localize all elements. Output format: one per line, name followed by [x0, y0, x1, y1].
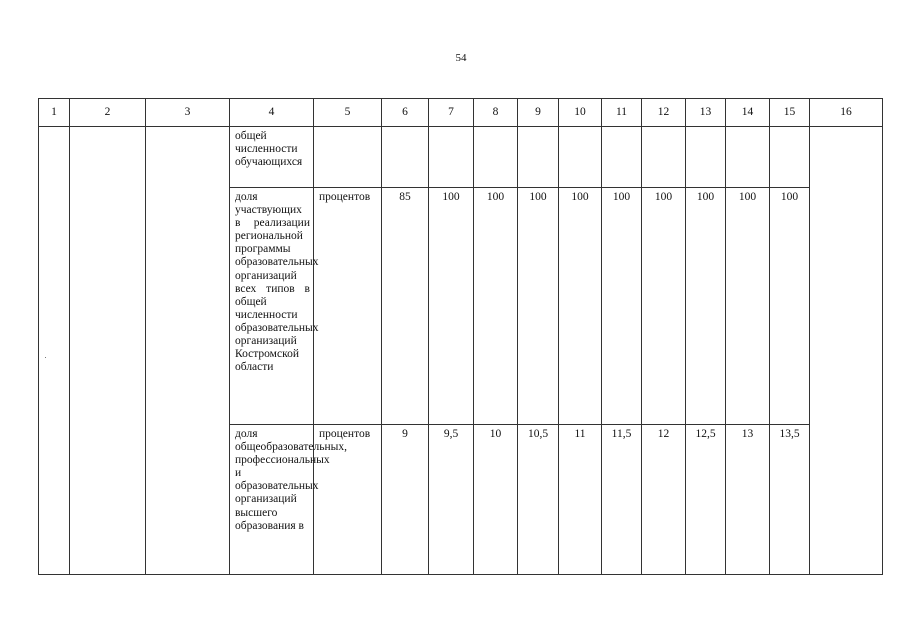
value-cell: 100 — [726, 188, 770, 425]
value-cell — [642, 127, 686, 188]
value-cell: 13,5 — [770, 425, 810, 575]
value-cell: 100 — [559, 188, 602, 425]
unit-text: процентов — [319, 191, 371, 203]
column-header: 9 — [518, 99, 559, 127]
value-cell: 100 — [770, 188, 810, 425]
value-cell: 12,5 — [686, 425, 726, 575]
unit-cell — [314, 127, 382, 188]
value-cell: 9,5 — [429, 425, 474, 575]
unit-text: процентов — [319, 428, 371, 440]
column-header: 5 — [314, 99, 382, 127]
indicator-cell — [230, 188, 319, 425]
value-cell: 85 — [382, 188, 429, 425]
column-header: 14 — [726, 99, 770, 127]
column-header: 11 — [602, 99, 642, 127]
indicator-text: доля общеобразовательных, профессиональных и образовательных организаций высшего образования в — [235, 428, 347, 532]
cell-col-1 — [39, 127, 70, 575]
indicator-cell — [230, 127, 314, 188]
value-cell: 100 — [518, 188, 559, 425]
column-header: 3 — [146, 99, 230, 127]
column-header: 10 — [559, 99, 602, 127]
indicator-table — [38, 98, 883, 575]
unit-text — [314, 127, 381, 130]
column-header: 12 — [642, 99, 686, 127]
value-cell: 10 — [474, 425, 518, 575]
value-cell — [602, 127, 642, 188]
value-cell: 100 — [642, 188, 686, 425]
column-header: 15 — [770, 99, 810, 127]
value-cell: 12 — [642, 425, 686, 575]
value-cell: 11 — [559, 425, 602, 575]
value-cell: 10,5 — [518, 425, 559, 575]
value-cell — [382, 127, 429, 188]
column-header: 16 — [810, 99, 883, 127]
value-cell — [429, 127, 474, 188]
column-header: 1 — [39, 99, 70, 127]
page-number: 54 — [455, 52, 467, 64]
indicator-text: доля участвующих в реализации региональной программы образовательных организаций всех типов в общей численности образовательных организаций Костромской области — [235, 191, 319, 374]
column-header: 8 — [474, 99, 518, 127]
cell-col-3 — [146, 127, 230, 575]
value-cell — [474, 127, 518, 188]
value-cell — [518, 127, 559, 188]
table-header-row — [39, 99, 883, 127]
value-cell — [770, 127, 810, 188]
value-cell: 9 — [382, 425, 429, 575]
column-header: 2 — [70, 99, 146, 127]
value-cell — [726, 127, 770, 188]
cell-col-2 — [70, 127, 146, 575]
column-header: 13 — [686, 99, 726, 127]
value-cell: 13 — [726, 425, 770, 575]
value-cell — [559, 127, 602, 188]
column-header: 4 — [230, 99, 314, 127]
unit-cell — [314, 188, 382, 425]
table-row — [39, 127, 883, 188]
indicator-text: общей численности обучающихся — [235, 130, 303, 169]
column-header: 7 — [429, 99, 474, 127]
value-cell: 100 — [474, 188, 518, 425]
value-cell: 100 — [429, 188, 474, 425]
value-cell — [686, 127, 726, 188]
column-header: 6 — [382, 99, 429, 127]
cell-col-16 — [810, 127, 883, 575]
value-cell: 100 — [602, 188, 642, 425]
value-cell: 11,5 — [602, 425, 642, 575]
value-cell: 100 — [686, 188, 726, 425]
